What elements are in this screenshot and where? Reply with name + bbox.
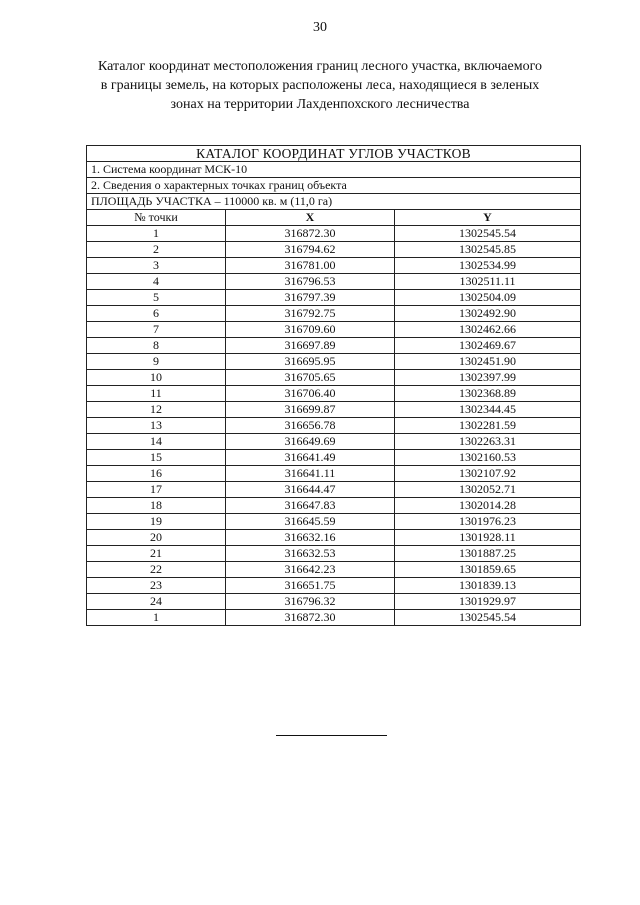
table-title: КАТАЛОГ КООРДИНАТ УГЛОВ УЧАСТКОВ (87, 146, 581, 162)
table-row (87, 482, 581, 498)
table-row (87, 306, 581, 322)
table-row (87, 258, 581, 274)
x-cell: 316699.87 (226, 402, 395, 418)
table-row (87, 322, 581, 338)
y-cell: 1302397.99 (395, 370, 581, 386)
y-cell: 1302504.09 (395, 290, 581, 306)
y-cell: 1302462.66 (395, 322, 581, 338)
table-row (87, 290, 581, 306)
x-cell: 316644.47 (226, 482, 395, 498)
point-number-cell: 1 (87, 610, 226, 626)
point-number-cell: 19 (87, 514, 226, 530)
coordinates-table (86, 145, 581, 626)
point-number-cell: 20 (87, 530, 226, 546)
y-cell: 1302160.53 (395, 450, 581, 466)
table-row (87, 466, 581, 482)
y-cell: 1301859.65 (395, 562, 581, 578)
y-cell: 1302344.45 (395, 402, 581, 418)
header-row (87, 210, 581, 226)
x-cell: 316651.75 (226, 578, 395, 594)
y-cell: 1302263.31 (395, 434, 581, 450)
table-row (87, 242, 581, 258)
x-cell: 316794.62 (226, 242, 395, 258)
point-number-cell: 2 (87, 242, 226, 258)
table-row (87, 418, 581, 434)
point-number-cell: 13 (87, 418, 226, 434)
coordinate-system: 1. Система координат МСК-10 (87, 162, 581, 178)
x-cell: 316797.39 (226, 290, 395, 306)
point-number-cell: 18 (87, 498, 226, 514)
area-info: ПЛОЩАДЬ УЧАСТКА – 110000 кв. м (11,0 га) (87, 194, 581, 210)
y-cell: 1302534.99 (395, 258, 581, 274)
table-row (87, 546, 581, 562)
x-cell: 316796.32 (226, 594, 395, 610)
y-cell: 1302511.11 (395, 274, 581, 290)
point-number-cell: 1 (87, 226, 226, 242)
info-row (87, 178, 581, 194)
y-cell: 1302281.59 (395, 418, 581, 434)
y-cell: 1301839.13 (395, 578, 581, 594)
page-number: 30 (313, 20, 327, 35)
info-row (87, 194, 581, 210)
table-row (87, 530, 581, 546)
x-cell: 316641.49 (226, 450, 395, 466)
point-number-cell: 9 (87, 354, 226, 370)
table-row (87, 354, 581, 370)
y-cell: 1302545.54 (395, 226, 581, 242)
table-row (87, 386, 581, 402)
info-row (87, 162, 581, 178)
point-number-cell: 7 (87, 322, 226, 338)
y-cell: 1301887.25 (395, 546, 581, 562)
table-row (87, 562, 581, 578)
title-line-3: зонах на территории Лахденпохского лесничества (170, 97, 470, 112)
y-cell: 1302492.90 (395, 306, 581, 322)
title-line-1: Каталог координат местоположения границ лесного участка, включаемого (97, 59, 542, 74)
x-cell: 316872.30 (226, 226, 395, 242)
x-cell: 316647.83 (226, 498, 395, 514)
x-cell: 316706.40 (226, 386, 395, 402)
x-cell: 316796.53 (226, 274, 395, 290)
table-row (87, 514, 581, 530)
table-row (87, 610, 581, 626)
table-row (87, 370, 581, 386)
header-x: X (226, 210, 395, 226)
point-number-cell: 24 (87, 594, 226, 610)
title-line-2: в границы земель, на которых расположены леса, находящиеся в зеленых (100, 78, 540, 93)
point-number-cell: 8 (87, 338, 226, 354)
x-cell: 316705.65 (226, 370, 395, 386)
x-cell: 316642.23 (226, 562, 395, 578)
point-number-cell: 6 (87, 306, 226, 322)
x-cell: 316645.59 (226, 514, 395, 530)
x-cell: 316695.95 (226, 354, 395, 370)
x-cell: 316872.30 (226, 610, 395, 626)
table-row (87, 450, 581, 466)
point-number-cell: 11 (87, 386, 226, 402)
table-row (87, 402, 581, 418)
y-cell: 1301928.11 (395, 530, 581, 546)
x-cell: 316709.60 (226, 322, 395, 338)
x-cell: 316697.89 (226, 338, 395, 354)
x-cell: 316649.69 (226, 434, 395, 450)
x-cell: 316792.75 (226, 306, 395, 322)
point-number-cell: 16 (87, 466, 226, 482)
y-cell: 1302368.89 (395, 386, 581, 402)
x-cell: 316656.78 (226, 418, 395, 434)
y-cell: 1302052.71 (395, 482, 581, 498)
point-number-cell: 4 (87, 274, 226, 290)
x-cell: 316781.00 (226, 258, 395, 274)
y-cell: 1302014.28 (395, 498, 581, 514)
y-cell: 1302545.54 (395, 610, 581, 626)
x-cell: 316632.53 (226, 546, 395, 562)
point-number-cell: 10 (87, 370, 226, 386)
point-number-cell: 3 (87, 258, 226, 274)
y-cell: 1302545.85 (395, 242, 581, 258)
y-cell: 1301976.23 (395, 514, 581, 530)
point-number-cell: 12 (87, 402, 226, 418)
points-info: 2. Сведения о характерных точках границ объекта (87, 178, 581, 194)
table-row (87, 594, 581, 610)
table-row (87, 274, 581, 290)
table-row (87, 338, 581, 354)
y-cell: 1302451.90 (395, 354, 581, 370)
point-number-cell: 21 (87, 546, 226, 562)
y-cell: 1302469.67 (395, 338, 581, 354)
table-title-row (87, 146, 581, 162)
table-row (87, 226, 581, 242)
point-number-cell: 22 (87, 562, 226, 578)
header-y: Y (395, 210, 581, 226)
x-cell: 316632.16 (226, 530, 395, 546)
point-number-cell: 15 (87, 450, 226, 466)
document-title (60, 57, 580, 114)
separator-line (276, 735, 387, 736)
table-row (87, 434, 581, 450)
header-point: № точки (87, 210, 226, 226)
point-number-cell: 17 (87, 482, 226, 498)
point-number-cell: 23 (87, 578, 226, 594)
table-row (87, 498, 581, 514)
y-cell: 1301929.97 (395, 594, 581, 610)
table-row (87, 578, 581, 594)
y-cell: 1302107.92 (395, 466, 581, 482)
x-cell: 316641.11 (226, 466, 395, 482)
point-number-cell: 5 (87, 290, 226, 306)
point-number-cell: 14 (87, 434, 226, 450)
